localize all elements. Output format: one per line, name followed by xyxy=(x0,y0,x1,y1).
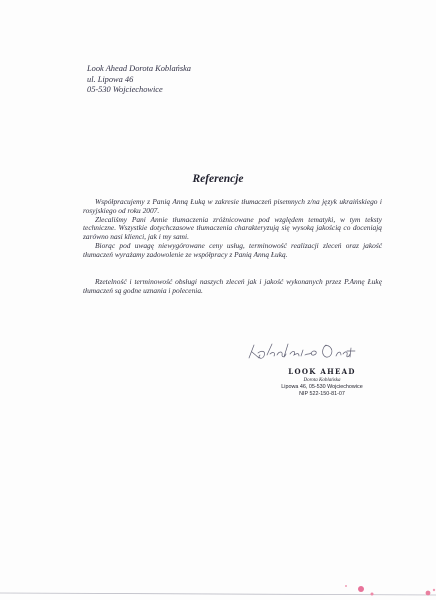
company-stamp xyxy=(262,367,382,398)
sender-city: 05-530 Wojciechowice xyxy=(87,85,163,95)
sender-address xyxy=(87,64,191,96)
ink-spot xyxy=(345,585,347,587)
stamp-owner: Dorota Koblańska xyxy=(303,378,341,383)
handwritten-signature xyxy=(246,340,366,364)
letter-body-main xyxy=(83,198,382,260)
letter-title: Referencje xyxy=(192,173,244,185)
paragraph-scope: Zlecaliśmy Pani Annie tłumaczenia zróżnicowane pod względem tematyki, w tym teksty techniczne. Wszystkie dotychczasowe tłumaczenia charakteryzują się wysoką jakością co doceniają zarówno nasi klienci, jak i my sami. xyxy=(83,214,382,242)
ink-spot xyxy=(358,586,364,592)
paragraph-value: Biorąc pod uwagę niewygórowane ceny usług, terminowość realizacji zleceń oraz jakość tłumaczeń wyrażamy zadowolenie ze współpracy z Panią Anną Łuką. xyxy=(83,240,382,259)
paragraph-cooperation: Współpracujemy z Panią Anną Łuką w zakresie tłumaczeń pisemnych z/na język ukraińskiego i rosyjskiego od roku 2007. xyxy=(83,197,382,215)
letter-body-closing xyxy=(83,278,382,296)
ink-spot xyxy=(371,593,374,596)
sender-street: ul. Lipowa 46 xyxy=(87,74,134,84)
ink-spot xyxy=(426,591,431,596)
stamp-address: Lipowa 46, 05-530 Wojciechowice xyxy=(281,384,363,390)
stamp-nip: NIP 522-150-81-07 xyxy=(299,391,345,397)
sender-name: Look Ahead Dorota Koblańska xyxy=(87,64,191,73)
ink-spot xyxy=(433,589,435,591)
paragraph-recommendation: Rzetelność i terminowość obsługi naszych zleceń jak i jakość wykonanych przez P.Annę Łukę tłumaczeń są godne uznania i polecenia. xyxy=(83,277,382,295)
scan-border-line xyxy=(0,593,436,595)
stamp-company-name: LOOK AHEAD xyxy=(288,367,356,376)
